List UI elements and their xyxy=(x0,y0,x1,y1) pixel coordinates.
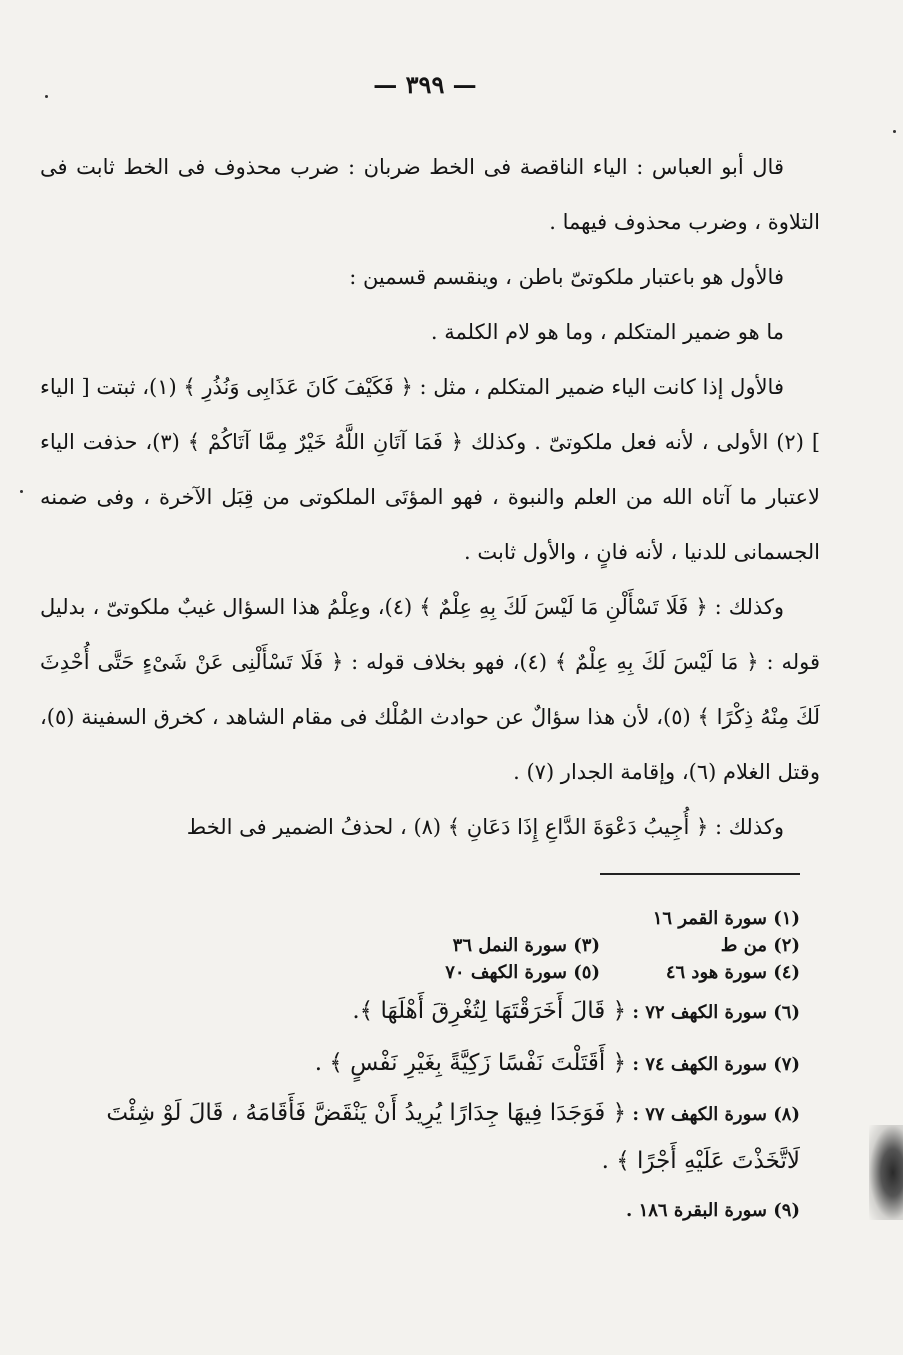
page-speck xyxy=(20,490,23,493)
page-speck xyxy=(45,95,48,98)
main-text xyxy=(40,140,820,855)
paragraph: فالأول إذا كانت الياء ضمير المتكلم ، مثل : ﴿ فَكَيْفَ كَانَ عَذَابِى وَنُذُرِ ﴾ (١)، ثبتت [ الياء ] (٢) الأولى ، لأنه فعل ملكوتىّ . وكذلك ﴿ فَمَا آتَانِ اللَّهُ خَيْرٌ مِمَّا آتَاكُمْ ﴾ (٣)، حذفت الياء لاعتبار ما آتاه الله من العلم والنبوة ، فهو المؤتَى الملكوتى من قِبَل الآخرة ، وفى ضمنه الجسمانى للدنيا ، لأنه فانٍ ، والأول ثابت . xyxy=(40,375,821,564)
footnote-6 xyxy=(40,986,800,1038)
footnote-row xyxy=(40,905,800,932)
paragraph: وكذلك : ﴿ أُجِيبُ دَعْوَةَ الدَّاعِ إِذَا دَعَانِ ﴾ (٨) ، لحذفُ الضمير فى الخط xyxy=(186,815,784,839)
paragraph: قال أبو العباس : الياء الناقصة فى الخط ضربان : ضرب محذوف فى الخط ثابت فى التلاوة ، وضرب محذوف فيهما . xyxy=(40,155,820,234)
footnote-row xyxy=(40,959,800,986)
footnote-1: (١) سورة القمر ١٦ xyxy=(652,908,800,929)
footnote-8 xyxy=(40,1090,800,1186)
footnote-2: (٢) من ط xyxy=(720,935,800,956)
footnote-8-label: (٨) سورة الكهف ٧٧ : xyxy=(632,1104,800,1125)
footnote-9: (٩) سورة البقرة ١٨٦ . xyxy=(626,1200,800,1221)
paragraph: ما هو ضمير المتكلم ، وما هو لام الكلمة . xyxy=(430,320,784,344)
page-number: — ٣٩٩ — xyxy=(373,70,477,99)
paragraph: وكذلك : ﴿ فَلَا تَسْأَلْنِ مَا لَيْسَ لَكَ بِهِ عِلْمٌ ﴾ (٤)، وعِلْمُ هذا السؤال غيبٌ ملكوتىّ ، بدليل قوله : ﴿ مَا لَيْسَ لَكَ بِهِ عِلْمٌ ﴾ (٤)، فهو بخلاف قوله : ﴿ فَلَا تَسْأَلْنِى عَنْ شَىْءٍ حَتَّى أُحْدِثَ لَكَ مِنْهُ ذِكْرًا ﴾ (٥)، لأن هذا سؤالٌ عن حوادث المُلْك فى مقام الشاهد ، كخرق السفينة (٥)، وقتل الغلام (٦)، وإقامة الجدار (٧) . xyxy=(40,595,820,784)
footnote-7 xyxy=(40,1038,800,1090)
footnote-4: (٤) سورة هود ٤٦ xyxy=(665,962,800,983)
footnote-row xyxy=(40,932,800,959)
page-speck xyxy=(893,130,896,133)
footnote-separator xyxy=(600,873,800,875)
footnote-3: (٣) سورة النمل ٣٦ xyxy=(452,935,600,956)
footnote-6-quote: ﴿ قَالَ أَخَرَقْتَهَا لِتُغْرِقَ أَهْلَهَا ﴾. xyxy=(352,998,627,1024)
footnote-8-quote: ﴿ فَوَجَدَا فِيهَا جِدَارًا يُرِيدُ أَنْ يَنْقَضَّ فَأَقَامَهُ ، قَالَ لَوْ شِئْتَ لَاتَّخَذْتَ عَلَيْهِ أَجْرًا ﴾ . xyxy=(106,1100,800,1174)
footnote-7-quote: ﴿ أَقَتَلْتَ نَفْسًا زَكِيَّةً بِغَيْرِ نَفْسٍ ﴾ . xyxy=(314,1050,627,1076)
paragraph: فالأول هو باعتبار ملكوتىّ باطن ، وينقسم قسمين : xyxy=(349,265,784,289)
page-stain xyxy=(869,1125,903,1220)
footnote-5: (٥) سورة الكهف ٧٠ xyxy=(445,962,600,983)
footnote-7-label: (٧) سورة الكهف ٧٤ : xyxy=(632,1054,800,1075)
footnotes xyxy=(40,905,800,1236)
footnote-6-label: (٦) سورة الكهف ٧٢ : xyxy=(632,1002,800,1023)
